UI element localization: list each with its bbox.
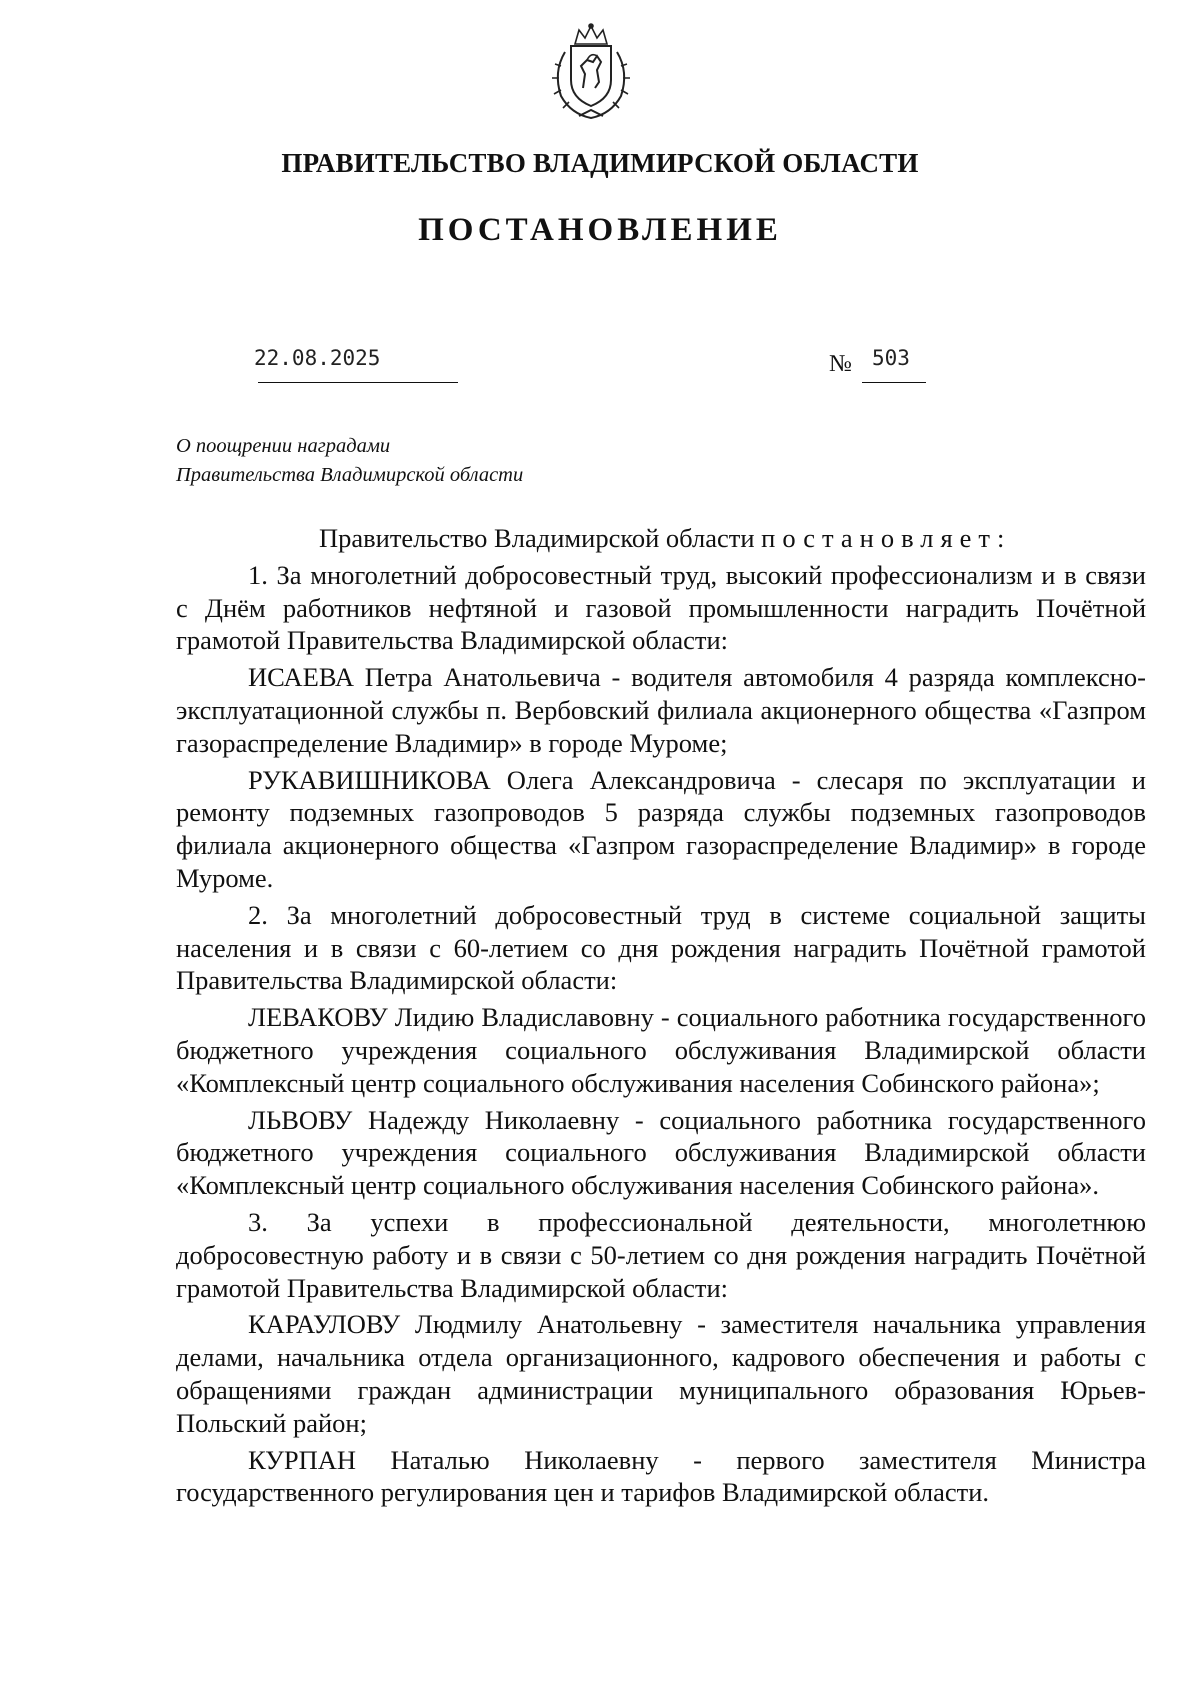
document-date: 22.08.2025 <box>254 346 381 370</box>
body-paragraph: КУРПАН Наталью Николаевну - первого заместителя Министра государственного регулирования цен и тарифов Владимирской области. <box>176 1444 1146 1508</box>
body-paragraph: 1. За многолетний добросовестный труд, высокий профессионализм и в связи с Днём работников нефтяной и газовой промышленности наградить Почётной грамотой Правительства Владимирской области: <box>176 559 1146 656</box>
document-subject <box>176 432 523 490</box>
intro-prefix: Правительство Владимирской области <box>319 523 762 553</box>
intro-paragraph <box>176 522 1146 555</box>
subject-line: Правительства Владимирской области <box>176 464 524 486</box>
coat-of-arms-icon <box>543 22 639 122</box>
organization-title: ПРАВИТЕЛЬСТВО ВЛАДИМИРСКОЙ ОБЛАСТИ <box>281 148 919 178</box>
number-sign: № <box>829 351 852 377</box>
date-underline <box>258 382 458 383</box>
body-paragraph: ИСАЕВА Петра Анатольевича - водителя автомобиля 4 разряда комплексно-эксплуатационной службы п. Вербовский филиала акционерного общества «Газпром газораспределение Владимир» в городе Муроме; <box>176 662 1146 758</box>
body-paragraph: 2. За многолетний добросовестный труд в системе социальной защиты населения и в связи с 60-летием со дня рождения наградить Почётной грамотой Правительства Владимирской области: <box>176 899 1146 996</box>
subject-line: О поощрении наградами <box>176 435 391 457</box>
body-paragraph: 3. За успехи в профессиональной деятельности, многолетнюю добросовестную работу и в связи с 50-летием со дня рождения наградить Почётной грамотой Правительства Владимирской области: <box>176 1206 1146 1303</box>
document-type-title: ПОСТАНОВЛЕНИЕ <box>418 212 782 248</box>
intro-verb: постановляет: <box>761 523 1012 553</box>
body-paragraph: КАРАУЛОВУ Людмилу Анатольевну - заместителя начальника управления делами, начальника отдела организационного, кадрового обеспечения и работы с обращениями граждан администрации муниципального образования Юрьев-Польский район; <box>176 1309 1146 1438</box>
number-underline <box>862 382 926 383</box>
body-paragraph: ЛЕВАКОВУ Лидию Владиславовну - социального работника государственного бюджетного учреждения социального обслуживания Владимирской области «Комплексный центр социального обслуживания населения Собинского района»; <box>176 1002 1146 1098</box>
body-paragraph: ЛЬВОВУ Надежду Николаевну - социального работника государственного бюджетного учреждения социального обслуживания Владимирской области «Комплексный центр социального обслуживания населения Собинского района». <box>176 1104 1146 1201</box>
body-paragraph: РУКАВИШНИКОВА Олега Александровича - слесаря по эксплуатации и ремонту подземных газопроводов 5 разряда службы подземных газопроводов филиала акционерного общества «Газпром газораспределение Владимир» в городе Муроме. <box>176 764 1146 893</box>
document-body <box>176 522 1146 1509</box>
document-number: 503 <box>872 346 910 370</box>
